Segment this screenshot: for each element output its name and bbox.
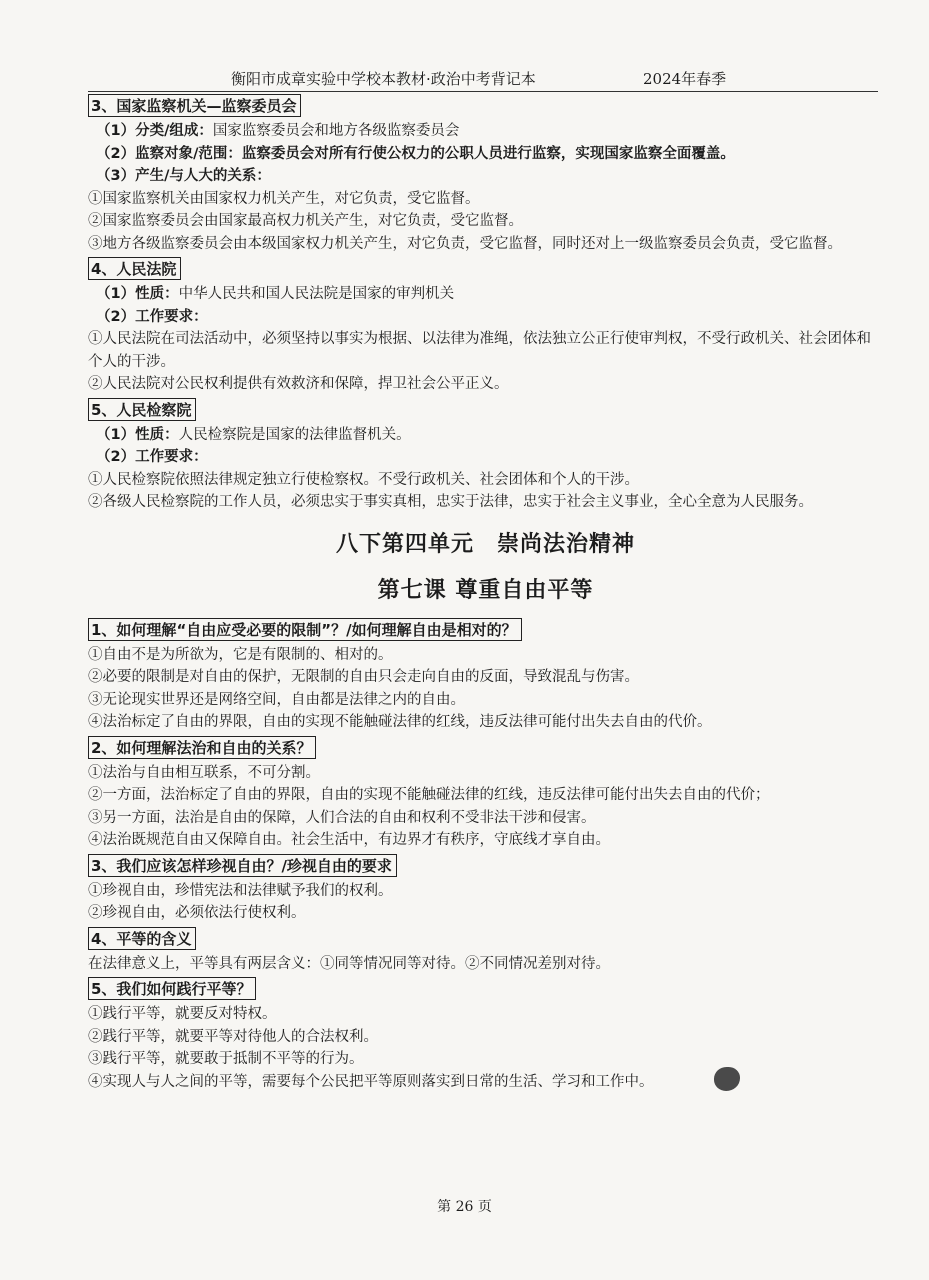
header-season: 2024年春季 xyxy=(643,70,727,88)
answer-line: ②必要的限制是对自由的保护，无限制的自由只会走向自由的反面，导致混乱与伤害。 xyxy=(88,669,639,685)
item-label: （1）性质： xyxy=(96,426,179,443)
text-line xyxy=(88,469,883,492)
answer-line: ③无论现实世界还是网络空间，自由都是法律之内的自由。 xyxy=(88,691,465,708)
answer-line: ④法治标定了自由的界限，自由的实现不能触碰法律的红线，违反法律可能付出失去自由的代价。 xyxy=(88,714,712,730)
item-label: （2）工作要求： xyxy=(96,449,208,465)
text-line xyxy=(88,233,883,256)
text-line xyxy=(88,306,883,329)
page-number: 第 26 页 xyxy=(437,1199,492,1215)
text-line xyxy=(88,446,883,469)
topic-heading: 3、国家监察机关—监察委员会 xyxy=(88,94,301,117)
item-text: ②各级人民检察院的工作人员，必须忠实于事实真相，忠实于法律，忠实于社会主义事业，全心全意为人民服务。 xyxy=(88,494,813,510)
item-text: 中华人民共和国人民法院是国家的审判机关 xyxy=(178,286,455,302)
item-text: ②国家监察委员会由国家最高权力机关产生，对它负责，受它监督。 xyxy=(88,213,523,229)
item-label: （1）分类/组成： xyxy=(96,123,213,139)
text-line xyxy=(88,188,883,211)
page-header xyxy=(88,68,878,92)
question-heading: 1、如何理解“自由应受必要的限制”？/如何理解自由是相对的？ xyxy=(88,618,522,641)
answer-line: ②践行平等，就要平等对待他人的合法权利。 xyxy=(88,1028,378,1045)
answer-line: ④法治既规范自由又保障自由。社会生活中，有边界才有秩序，守底线才享自由。 xyxy=(88,832,610,848)
item-text: 国家监察委员会和地方各级监察委员会 xyxy=(212,123,460,139)
item-label: （2）监察对象/范围： xyxy=(96,145,242,162)
item-label: （3）产生/与人大的关系： xyxy=(96,168,271,184)
text-line xyxy=(88,143,883,166)
answer-line: ①法治与自由相互联系，不可分割。 xyxy=(88,764,320,781)
section-freedom-equality xyxy=(88,616,883,1094)
item-text: ①人民检察院依照法律规定独立行使检察权。不受行政机关、社会团体和个人的干涉。 xyxy=(88,471,639,488)
item-text: ①国家监察机关由国家权力机关产生，对它负责，受它监督。 xyxy=(88,190,480,207)
answer-line: ②一方面，法治标定了自由的界限，自由的实现不能触碰法律的红线，违反法律可能付出失去自由的代价； xyxy=(88,787,770,803)
header-school: 衡阳市成章实验中学校本教材·政治中考背记本 xyxy=(231,70,536,88)
answer-line: ①自由不是为所欲为，它是有限制的、相对的。 xyxy=(88,646,393,663)
item-text: ③地方各级监察委员会由本级国家权力机关产生，对它负责，受它监督，同时还对上一级监察委员会负责，受它监督。 xyxy=(88,235,842,252)
section-state-organs xyxy=(88,92,883,514)
answer-line: ③另一方面，法治是自由的保障，人们合法的自由和权利不受非法干涉和侵害。 xyxy=(88,809,596,826)
item-label: （2）工作要求： xyxy=(96,308,208,325)
text-line xyxy=(88,283,883,306)
question-heading: 2、如何理解法治和自由的关系？ xyxy=(88,736,316,759)
answer-line: 在法律意义上，平等具有两层含义：①同等情况同等对待。②不同情况差别对待。 xyxy=(88,955,610,972)
question-block xyxy=(88,925,883,976)
answer-line: ①珍视自由，珍惜宪法和法律赋予我们的权利。 xyxy=(88,882,393,899)
lesson-title: 第七课 尊重自由平等 xyxy=(377,577,594,603)
question-block xyxy=(88,975,883,1093)
topic-block xyxy=(88,396,883,514)
text-line xyxy=(88,424,883,447)
item-label: （1）性质： xyxy=(96,286,179,302)
answer-line: ④实现人与人之间的平等，需要每个公民把平等原则落实到日常的生活、学习和工作中。 xyxy=(88,1073,654,1090)
item-text: ②人民法院对公民权利提供有效救济和保障，捍卫社会公平正义。 xyxy=(88,376,509,392)
answer-line: ①践行平等，就要反对特权。 xyxy=(88,1006,277,1022)
text-line xyxy=(88,210,883,233)
question-block xyxy=(88,616,883,734)
question-block xyxy=(88,734,883,852)
text-line xyxy=(88,491,883,514)
question-heading: 4、平等的含义 xyxy=(88,927,196,950)
question-block xyxy=(88,852,883,925)
item-text: 人民检察院是国家的法律监督机关。 xyxy=(178,426,411,443)
topic-block xyxy=(88,92,883,255)
topic-heading: 5、人民检察院 xyxy=(88,398,196,421)
answer-line: ②珍视自由，必须依法行使权利。 xyxy=(88,905,306,921)
question-heading: 5、我们如何践行平等？ xyxy=(88,977,256,1000)
topic-block xyxy=(88,255,883,396)
item-text: 监察委员会对所有行使公权力的公职人员进行监察，实现国家监察全面覆盖。 xyxy=(241,144,735,162)
question-heading: 3、我们应该怎样珍视自由？/珍视自由的要求 xyxy=(88,854,397,877)
text-line xyxy=(88,328,883,373)
item-text: ①人民法院在司法活动中，必须坚持以事实为根据、以法律为准绳，依法独立公正行使审判权，不受行政机关、社会团体和个人的干涉。 xyxy=(88,331,871,370)
topic-heading: 4、人民法院 xyxy=(88,257,181,280)
answer-line: ③践行平等，就要敢于抵制不平等的行为。 xyxy=(88,1051,364,1067)
text-line xyxy=(88,373,883,396)
unit-title: 八下第四单元 崇尚法治精神 xyxy=(335,531,635,557)
page-content xyxy=(88,92,883,1093)
text-line xyxy=(88,120,883,143)
text-line xyxy=(88,165,883,188)
